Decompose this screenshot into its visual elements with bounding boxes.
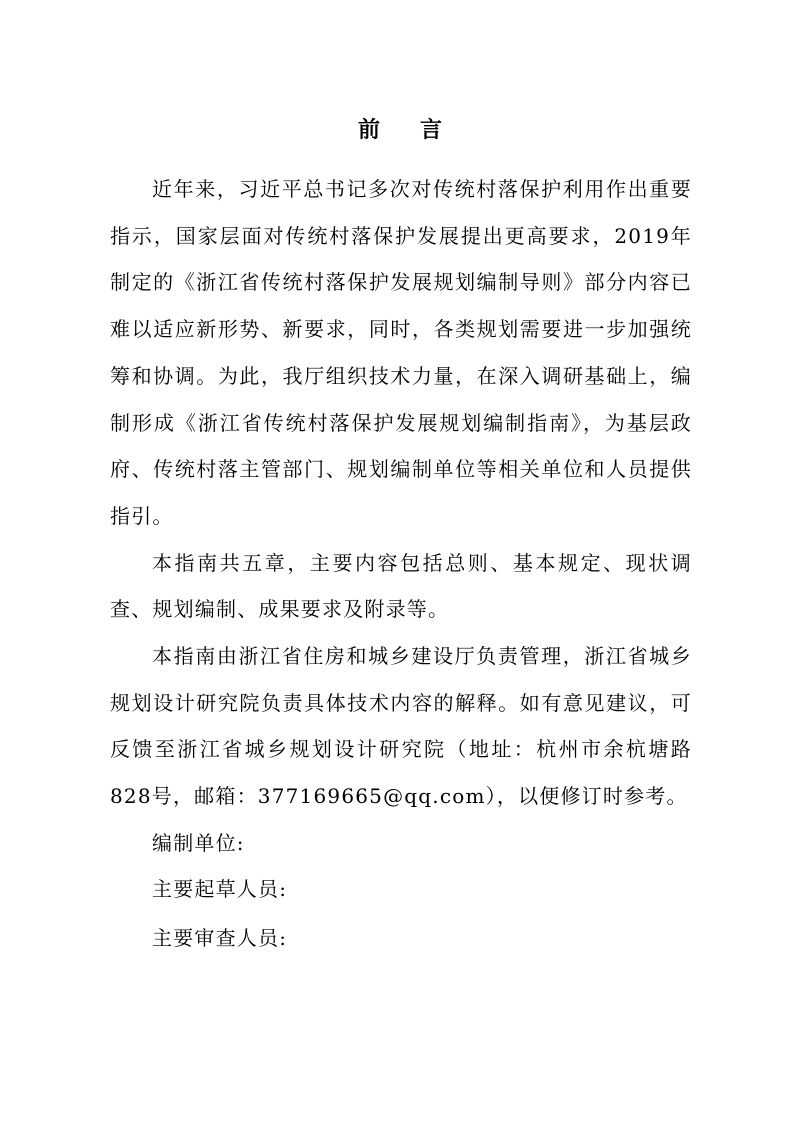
preface-body (110, 166, 692, 964)
paragraph-background: 近年来，习近平总书记多次对传统村落保护利用作出重要指示，国家层面对传统村落保护发展提出更高要求，2019年制定的《浙江省传统村落保护发展规划编制导则》部分内容已难以适应新形势、新要求，同时，各类规划需要进一步加强统筹和协调。为此，我厅组织技术力量，在深入调研基础上，编制形成《浙江省传统村落保护发展规划编制指南》，为基层政府、传统村落主管部门、规划编制单位等相关单位和人员提供指引。 (110, 177, 692, 528)
title-char-1: 前 (357, 118, 380, 143)
main-reviewers-label: 主要审查人员: (152, 925, 288, 950)
page-title (0, 116, 800, 146)
paragraph-contents: 本指南共五章，主要内容包括总则、基本规定、现状调查、规划编制、成果要求及附录等。 (110, 550, 692, 622)
main-drafters-label: 主要起草人员: (152, 876, 288, 901)
title-char-2: 言 (420, 118, 443, 143)
paragraph-management: 本指南由浙江省住房和城乡建设厅负责管理，浙江省城乡规划设计研究院负责具体技术内容的解释。如有意见建议，可反馈至浙江省城乡规划设计研究院（地址：杭州市余杭塘路828号，邮箱：377169665@qq.com），以便修订时参考。 (110, 644, 692, 809)
compiling-unit-label: 编制单位: (152, 830, 245, 855)
